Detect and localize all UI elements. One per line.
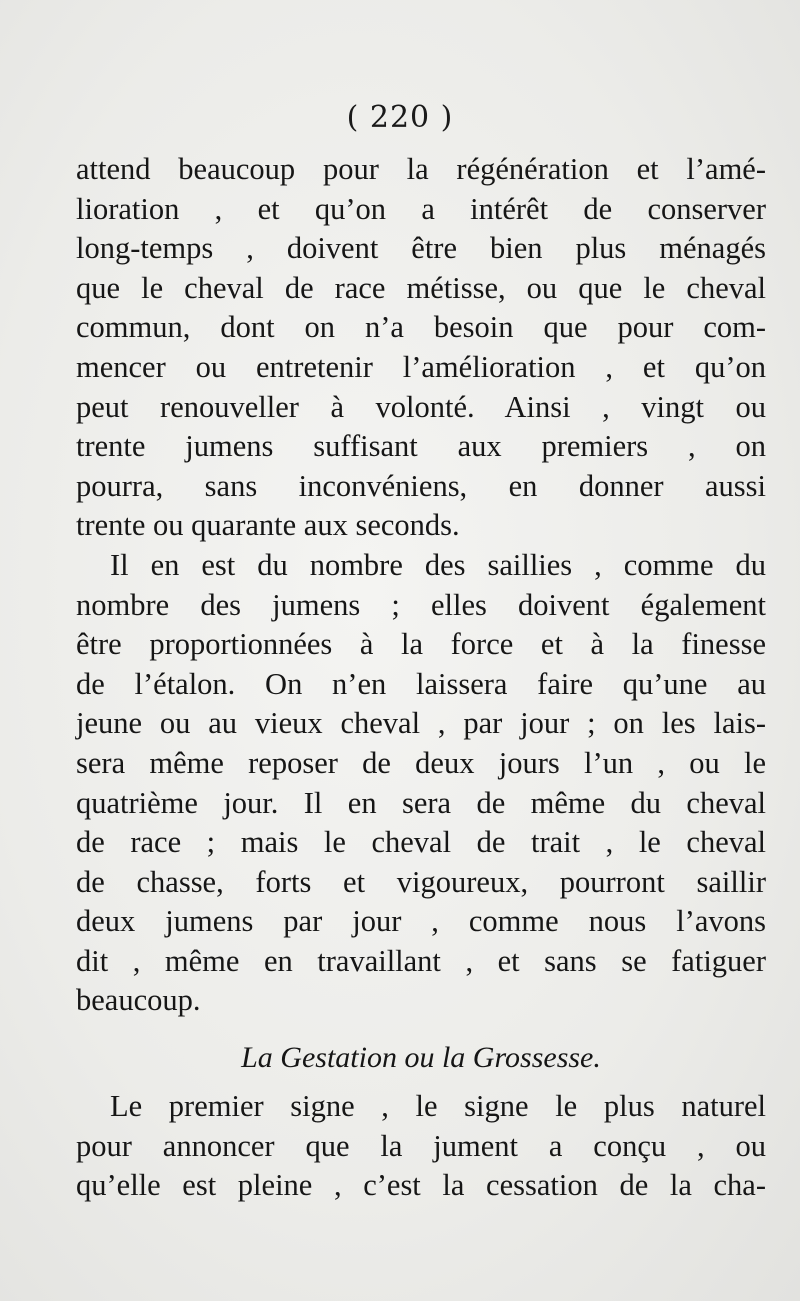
text-line: nombre des jumens ; elles doivent également [76,587,766,622]
text-line: beaucoup. [76,983,201,1018]
paragraph-2 [76,546,766,1021]
text-line: être proportionnées à la force et à la finesse [76,627,766,662]
text-line: sera même reposer de deux jours l’un , ou le [76,745,766,780]
text-line: Il en est du nombre des saillies , comme du [110,547,766,582]
text-line: mencer ou entretenir l’amélioration , et qu’on [76,349,766,384]
text-line: trente ou quarante aux seconds. [76,508,460,543]
text-line: qu’elle est pleine , c’est la cessation de la cha- [76,1168,766,1203]
text-line: de chasse, forts et vigoureux, pourront saillir [76,864,766,899]
text-line: trente jumens suffisant aux premiers , on [76,429,766,464]
text-line: attend beaucoup pour la régénération et l’amé- [76,152,766,186]
text-line: jeune ou au vieux cheval , par jour ; on les lais- [76,706,766,741]
text-line: de race ; mais le cheval de trait , le cheval [76,825,766,860]
text-line: pour annoncer que la jument a conçu , ou [76,1128,766,1163]
text-line: que le cheval de race métisse, ou que le cheval [76,270,766,305]
text-line: pourra, sans inconvéniens, en donner aussi [76,468,766,503]
text-line: quatrième jour. Il en sera de même du cheval [76,785,766,820]
text-line: commun, dont on n’a besoin que pour com- [76,310,766,345]
body-text [76,150,766,1206]
text-line: long-temps , doivent être bien plus ménagés [76,231,766,266]
paragraph-1 [76,150,766,546]
text-line: deux jumens par jour , comme nous l’avons [76,904,766,939]
text-line: peut renouveller à volonté. Ainsi , vingt ou [76,389,766,424]
text-line: de l’étalon. On n’en laissera faire qu’une au [76,666,766,701]
text-line: dit , même en travaillant , et sans se fatiguer [76,943,766,978]
page-number: ( 220 ) [346,100,454,135]
text-line: Le premier signe , le signe le plus naturel [110,1089,766,1124]
text-line: lioration , et qu’on a intérêt de conserver [76,191,766,226]
paragraph-3 [76,1087,766,1206]
section-heading: La Gestation ou la Grossesse. [241,1041,601,1075]
